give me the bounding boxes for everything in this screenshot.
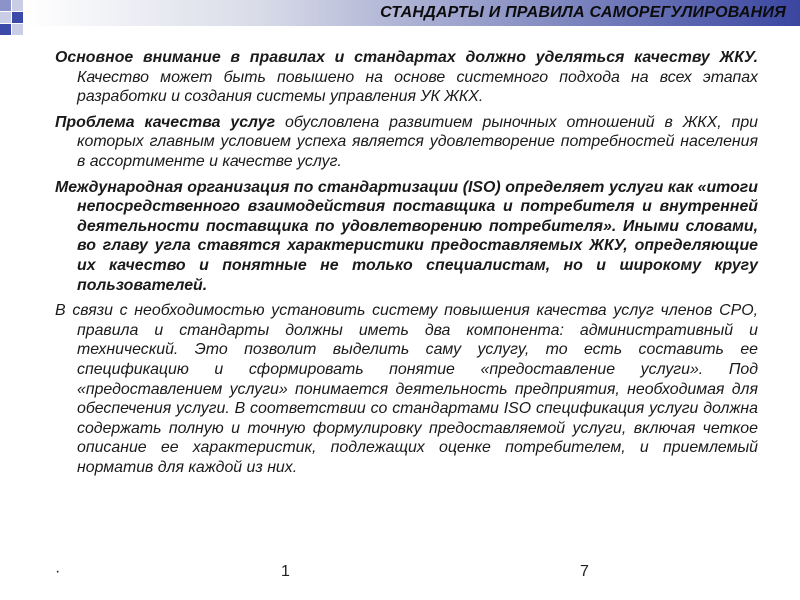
regular-text: В связи с необходимостью установить систему повышения качества услуг членов СРО, правила и стандарты должны иметь два компонента: административный и технический. Это позволит выделить саму услугу, то есть составить ее спецификацию и сформировать понятие «предоставление услуги». Под «предоставлением услуги» понимается деятельность предприятия, необходимая для обеспечения услуги. В соответствии со стандартами ISO спецификация услуги должна содержать полную и точную формулировку предоставляемой услуги, включая четкое описание ее характеристик, подлежащих оценке потребителем, и приемлемый норматив для каждой из них. — [55, 302, 758, 476]
corner-square — [12, 12, 23, 23]
regular-text: Качество может быть повышено на основе системного подхода на всех этапах разработки и создания системы управления УК ЖКХ. — [77, 68, 758, 106]
corner-square — [12, 0, 23, 11]
regular-text: обусловлена развитием рыночных отношений в ЖКХ, при которых главным условием успеха является удовлетворение потребностей населения в ассортименте и качестве услуг. — [77, 113, 759, 170]
bold-text: Основное внимание в правилах и стандартах должно уделяться качеству ЖКУ. — [55, 49, 758, 66]
slide-body — [55, 48, 758, 483]
bold-text: Международная организация по стандартизации (ISO) определяет услуги как «итоги непосредственного взаимодействия поставщика и потребителя и внутренней деятельности поставщика по удовлетворению потребителя». Иными словами, во главу угла ставятся характеристики предоставляемых ЖКУ, определяющие их качество и понятные не только специалистам, но и широкому кругу пользователей. — [55, 178, 758, 294]
body-paragraph — [55, 48, 758, 107]
corner-square — [12, 24, 23, 35]
footer-left-number: 1 — [281, 563, 290, 580]
body-paragraph — [55, 301, 758, 477]
slide-title: СТАНДАРТЫ И ПРАВИЛА САМОРЕГУЛИРОВАНИЯ — [380, 4, 786, 21]
corner-square — [0, 12, 11, 23]
corner-square — [0, 0, 11, 11]
body-paragraph — [55, 178, 758, 296]
footer-mark: · — [55, 563, 61, 580]
bold-text: Проблема качества услуг — [55, 113, 276, 131]
body-paragraph — [55, 113, 758, 172]
page-number: 7 — [580, 563, 589, 580]
corner-square — [0, 24, 11, 35]
